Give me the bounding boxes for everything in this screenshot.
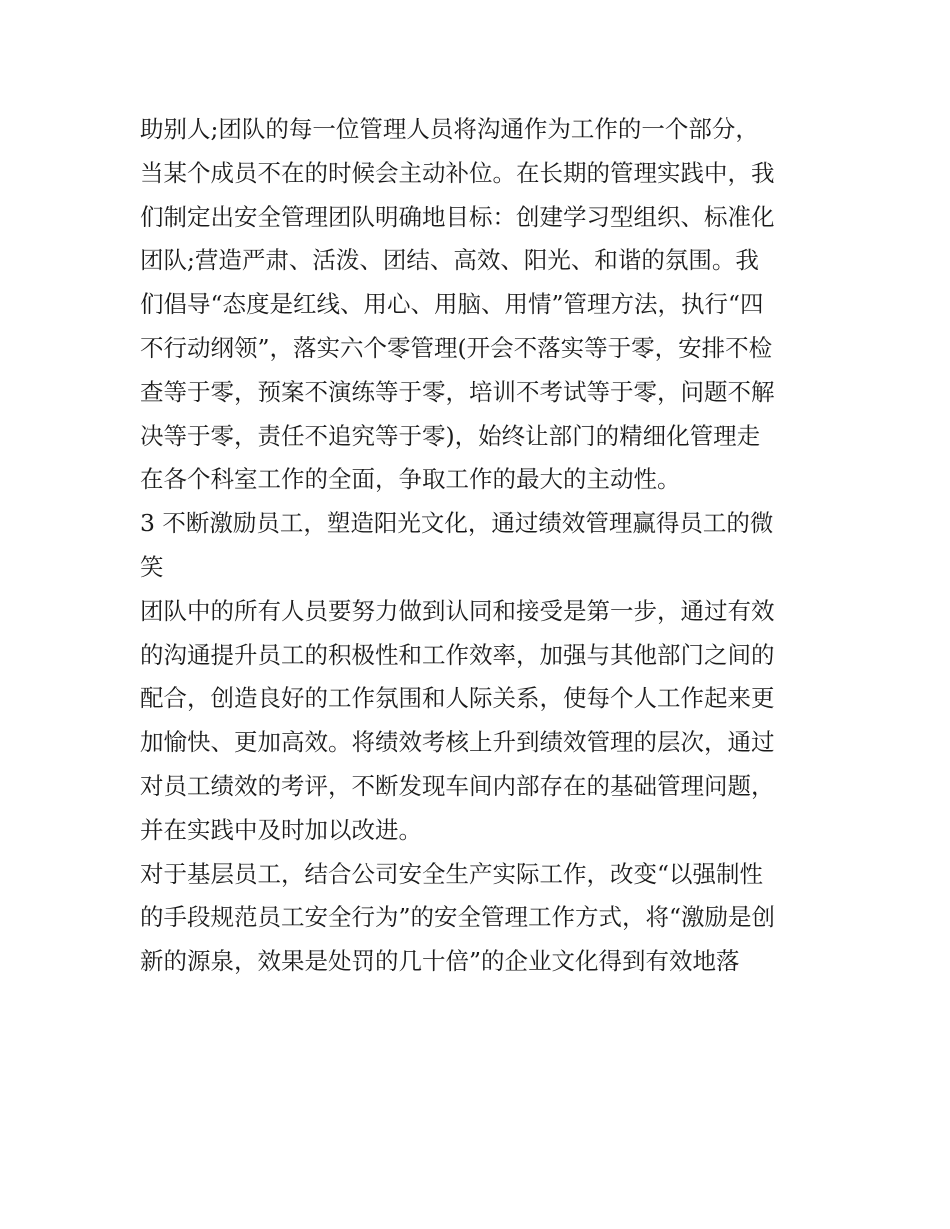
section-heading-line: 笑 <box>140 552 164 581</box>
text-line: 助别人;团队的每一位管理人员将沟通作为工作的一个部分， <box>140 115 759 143</box>
text-line: 并在实践中及时加以改进。 <box>140 815 422 844</box>
text-line: 的手段规范员工安全行为”的安全管理工作方式，将“激励是创 <box>140 903 776 932</box>
text-line: 当某个成员不在的时候会主动补位。在长期的管理实践中，我 <box>140 158 775 187</box>
text-line: 在各个科室工作的全面，争取工作的最大的主动性。 <box>140 465 681 494</box>
text-line: 团队;营造严肃、活泼、团结、高效、阳光、和谐的氛围。我 <box>140 246 759 275</box>
text-line: 新的源泉，效果是处罚的几十倍”的企业文化得到有效地落 <box>140 947 740 976</box>
text-line: 对于基层员工，结合公司安全生产实际工作，改变“以强制性 <box>140 859 764 888</box>
text-line: 的沟通提升员工的积极性和工作效率，加强与其他部门之间的 <box>140 640 775 669</box>
text-line: 不行动纲领”，落实六个零管理(开会不落实等于零，安排不检 <box>140 333 773 362</box>
text-line: 们倡导“态度是红线、用心、用脑、用情”管理方法，执行“四 <box>140 290 764 319</box>
text-line: 对员工绩效的考评，不断发现车间内部存在的基础管理问题， <box>140 771 775 800</box>
text-line: 配合，创造良好的工作氛围和人际关系，使每个人工作起来更 <box>140 684 775 713</box>
text-line: 决等于零，责任不追究等于零)，始终让部门的精细化管理走 <box>140 421 761 450</box>
section-heading-line: 3 不断激励员工，塑造阳光文化，通过绩效管理赢得员工的微 <box>140 509 774 538</box>
text-line: 查等于零，预案不演练等于零，培训不考试等于零，问题不解 <box>140 377 775 406</box>
text-line: 加愉快、更加高效。将绩效考核上升到绩效管理的层次，通过 <box>140 728 775 757</box>
text-line: 团队中的所有人员要努力做到认同和接受是第一步，通过有效 <box>140 596 775 625</box>
text-line: 们制定出安全管理团队明确地目标：创建学习型组织、标准化 <box>140 202 775 231</box>
document-body <box>140 108 818 984</box>
